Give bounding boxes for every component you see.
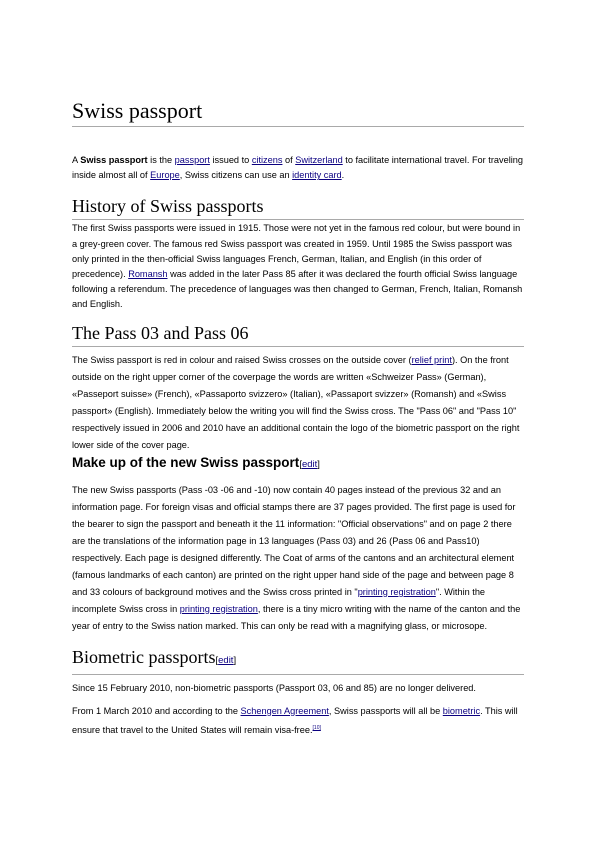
- makeup-heading-text: Make up of the new Swiss passport: [72, 454, 300, 470]
- link-biometric[interactable]: biometric: [442, 705, 481, 716]
- intro-bold-term: Swiss passport: [80, 155, 148, 165]
- makeup-text: , there is a tiny micro writing with the name of the canton and the year of entry to the Swiss nation marked. This can only be read with a magnifying glass, or microsope.: [72, 603, 521, 631]
- link-relief-print[interactable]: relief print: [411, 354, 452, 365]
- biometric-text: From 1 March 2010 and according to the: [72, 705, 241, 716]
- biometric-edit-link[interactable]: edit: [218, 654, 234, 666]
- link-romansh[interactable]: Romansh: [128, 269, 168, 280]
- biometric-heading-text: Biometric passports: [72, 646, 216, 667]
- makeup-heading: [72, 454, 524, 474]
- history-text: The first Swiss passports were issued in 1915. Those were not yet in the famous red colour, but were bound in a grey-green cover. The famous red Swiss passport was created in 1959. Until 1985 the Swiss passport was only printed in the then-official Swiss languages French, German, Italian, and English (in this order of precedence).: [72, 223, 521, 280]
- reference-link[interactable]: [10]: [312, 724, 321, 731]
- biometric-text: . This will ensure that travel to the United States will remain visa-free.: [72, 705, 518, 735]
- link-schengen-agreement[interactable]: Schengen Agreement: [240, 705, 329, 716]
- link-europe[interactable]: Europe: [150, 170, 180, 181]
- intro-text: A: [72, 155, 81, 165]
- pass03-heading: The Pass 03 and Pass 06: [72, 322, 524, 347]
- edit-bracket: [: [215, 654, 219, 666]
- link-switzerland[interactable]: Switzerland: [295, 155, 343, 165]
- intro-text: .: [341, 170, 345, 181]
- pass03-paragraph: [72, 352, 524, 454]
- edit-bracket: ]: [317, 458, 320, 470]
- link-printing-registration[interactable]: printing registration: [357, 586, 436, 597]
- intro-text: to facilitate international travel. For traveling inside almost all of: [72, 155, 523, 181]
- pass03-text: ). On the front outside on the right upper corner of the coverpage the words are written «Schweizer Pass» (German), «Passeport suisse» (French), «Passaporto svizzero» (Italian), «Passaport svizzer» (Romansh) and «Swiss passport» (English). Immediately below the writing you will find the Swiss cross. The "Pass 06" and "Pass 10" respectively issued in 2006 and 2010 have an additional contain the logo of the biometric passport on the right lower side of the cover page.: [72, 354, 520, 450]
- biometric-text: , Swiss passports will all be: [328, 705, 443, 716]
- intro-text: of: [282, 155, 296, 165]
- intro-text: is the: [147, 155, 175, 165]
- makeup-text: ". Within the incomplete Swiss cross in: [72, 586, 486, 614]
- biometric-paragraph-2: [72, 703, 524, 739]
- intro-text: issued to: [209, 155, 252, 165]
- link-citizens[interactable]: citizens: [251, 155, 283, 165]
- page-title: Swiss passport: [72, 98, 524, 127]
- link-identity-card[interactable]: identity card: [292, 170, 342, 181]
- link-printing-registration[interactable]: printing registration: [179, 603, 258, 614]
- edit-bracket: [: [299, 458, 302, 470]
- intro-text: , Swiss citizens can use an: [179, 170, 293, 181]
- document-page: [72, 98, 524, 739]
- history-text: was added in the later Pass 85 after it was declared the fourth official Swiss language following a referendum. The precedence of languages was then changed to German, French, Italian, Romansh and English.: [72, 269, 523, 310]
- link-passport[interactable]: passport: [174, 155, 210, 165]
- pass03-text: The Swiss passport is red in colour and raised Swiss crosses on the outside cover (: [72, 354, 412, 365]
- edit-bracket: ]: [233, 654, 237, 666]
- history-heading: History of Swiss passports: [72, 195, 524, 220]
- makeup-edit-link[interactable]: edit: [301, 458, 318, 470]
- intro-paragraph: [72, 153, 524, 183]
- makeup-paragraph: [72, 482, 524, 635]
- makeup-text: The new Swiss passports (Pass -03 -06 and -10) now contain 40 pages instead of the previous 32 and an information page. For foreign visas and official stamps there are 37 pages provided. The first page is used for the bearer to sign the passport and beneath it the 11 information: "Official observations" and on page 2 there are the translations of the information page in 13 languages (Pass 03) and 26 (Pass 06 and Pass10) respectively. Each page is designed differently. The Coat of arms of the cantons and an architectural element (famous landmarks of each canton) are printed on the right upper hand side of the page and between page 8 and 33 colours of background motives and the Swiss cross printed in ": [72, 484, 516, 597]
- biometric-heading: [72, 646, 524, 675]
- biometric-paragraph-1: Since 15 February 2010, non-biometric passports (Passport 03, 06 and 85) are no longer delivered.: [72, 682, 476, 693]
- history-paragraph: [72, 221, 524, 312]
